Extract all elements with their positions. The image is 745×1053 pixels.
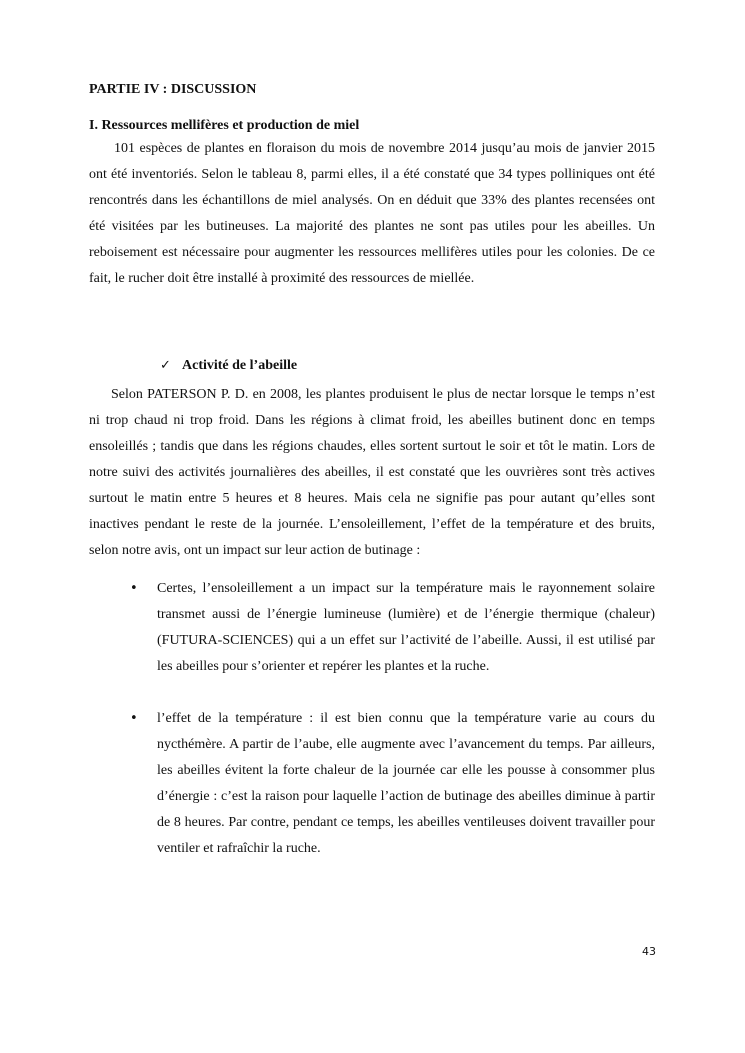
page-number: 43: [642, 945, 656, 958]
section-paragraph-text: 101 espèces de plantes en floraison du mois de novembre 2014 jusqu’au mois de janvier 2015 ont été inventoriés. Selon le tableau 8, parmi elles, il a été constaté que 34 types polliniques ont été rencontrés dans les échantillons de miel analysés. On en déduit que 33% des plantes recensées ont été visitées par les butineuses. La majorité des plantes ne sont pas utiles pour les abeilles. Un reboisement est nécessaire pour augmenter les ressources mellifères utiles pour les colonies. De ce fait, le rucher doit être installé à proximité des ressources de miellée.: [89, 141, 655, 286]
activity-heading: [160, 358, 297, 374]
section-title: I. Ressources mellifères et production de miel: [89, 118, 360, 133]
part-title: PARTIE IV : DISCUSSION: [89, 82, 257, 97]
list-item-text: l’effet de la température : il est bien connu que la température varie au cours du nycthémère. A partir de l’aube, elle augmente avec l’avancement du temps. Par ailleurs, les abeilles évitent la forte chaleur de la journée car elle les pousse à consommer plus d’énergie : c’est la raison pour laquelle l’action de butinage des abeilles diminue à partir de 8 heures. Par contre, pendant ce temps, les abeilles ventileuses doivent travailler pour ventiler et rafraîchir la ruche.: [157, 711, 655, 856]
bullet-icon: •: [130, 711, 138, 726]
section-paragraph: [89, 136, 655, 292]
activity-paragraph-text: Selon PATERSON P. D. en 2008, les plantes produisent le plus de nectar lorsque le temps n’est ni trop chaud ni trop froid. Dans les régions à climat froid, les abeilles butinent donc en temps ensoleillés ; tandis que dans les régions chaudes, elles sortent surtout le soir et tôt le matin. Lors de notre suivi des activités journalières des abeilles, il est constaté que les ouvrières sont très actives surtout le matin entre 5 heures et 8 heures. Mais cela ne signifie pas pour autant qu’elles sont inactives pendant le reste de la journée. L’ensoleillement, l’effet de la température et des bruits, selon notre avis, ont un impact sur leur action de butinage :: [89, 387, 655, 558]
checkmark-icon: ✓: [160, 358, 171, 373]
list-item: [130, 576, 655, 680]
activity-paragraph: [89, 382, 655, 564]
list-item: [130, 706, 655, 862]
list-item-text: Certes, l’ensoleillement a un impact sur la température mais le rayonnement solaire transmet aussi de l’énergie lumineuse (lumière) et de l’énergie thermique (chaleur) (FUTURA-SCIENCES) qui a un effet sur l’activité de l’abeille. Aussi, il est utilisé par les abeilles pour s’orienter et repérer les plantes et la ruche.: [157, 581, 655, 674]
bullet-icon: •: [130, 581, 138, 596]
activity-heading-text: Activité de l’abeille: [182, 358, 298, 373]
